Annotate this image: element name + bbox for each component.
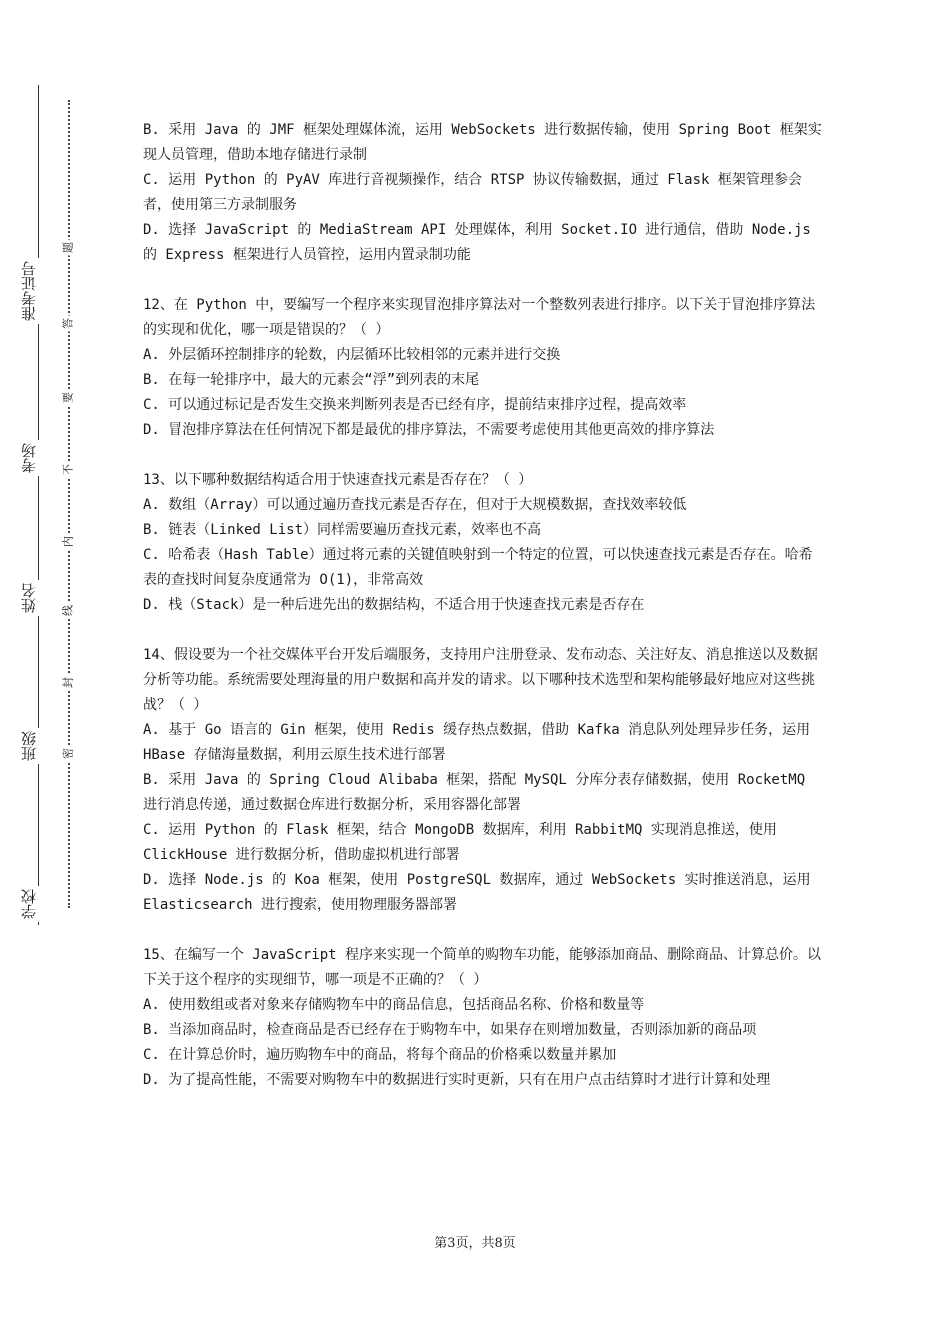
option-b: B. 当添加商品时，检查商品是否已经存在于购物车中，如果存在则增加数量，否则添加新的商品项: [143, 1022, 757, 1038]
option-a: A. 数组（Array）可以通过遍历查找元素是否存在，但对于大规模数据，查找效率较低: [143, 497, 687, 513]
option-d: D. 栈（Stack）是一种后进先出的数据结构，不适合用于快速查找元素是否存在: [143, 597, 645, 613]
option-b: B. 采用 Java 的 JMF 框架处理媒体流，运用 WebSockets 进行数据传输，使用 Spring Boot 框架实现人员管理，借助本地存储进行录制: [143, 122, 822, 163]
question-stem: 13、以下哪种数据结构适合用于快速查找元素是否存在？（ ）: [143, 472, 533, 488]
option-d: D. 为了提高性能，不需要对购物车中的数据进行实时更新，只有在用户点击结算时才进行计算和处理: [143, 1072, 771, 1088]
binding-dotted-line: [68, 100, 70, 908]
field-name-label: 姓名: [22, 580, 46, 616]
question-stem: 12、在 Python 中，要编写一个程序来实现冒泡排序算法对一个整数列表进行排序。以下关于冒泡排序算法的实现和优化，哪一项是错误的？（ ）: [143, 297, 816, 338]
option-a: A. 基于 Go 语言的 Gin 框架，使用 Redis 缓存热点数据，借助 Kafka 消息队列处理异步任务，运用 HBase 存储海量数据，利用云原生技术进行部署: [143, 722, 811, 763]
seal-char: 答: [61, 316, 76, 332]
seal-char: 线: [61, 603, 76, 619]
seal-char: 要: [61, 390, 76, 406]
question-15: [143, 943, 823, 1093]
option-a: A. 外层循环控制排序的轮数，内层循环比较相邻的元素并进行交换: [143, 347, 561, 363]
seal-char: 封: [61, 675, 76, 691]
seal-char: 不: [61, 462, 76, 478]
page-content: [143, 118, 823, 1093]
seal-char: 密: [61, 746, 76, 762]
option-c: C. 哈希表（Hash Table）通过将元素的关键值映射到一个特定的位置，可以快速查找元素是否存在。哈希表的查找时间复杂度通常为 O(1)，非常高效: [143, 547, 813, 588]
seal-char: 内: [61, 534, 76, 550]
binding-solid-line: [38, 85, 39, 925]
option-d: D. 冒泡排序算法在任何情况下都是最优的排序算法，不需要考虑使用其他更高效的排序算法: [143, 422, 715, 438]
option-d: D. 选择 Node.js 的 Koa 框架，使用 PostgreSQL 数据库，通过 WebSockets 实时推送消息，运用 Elasticsearch 进行搜索，使用物理服务器部署: [143, 872, 811, 913]
previous-question-options: [143, 118, 823, 268]
seal-char: 题: [61, 240, 76, 256]
option-c: C. 运用 Python 的 PyAV 库进行音视频操作，结合 RTSP 协议传输数据，通过 Flask 框架管理参会者，使用第三方录制服务: [143, 172, 802, 213]
option-b: B. 链表（Linked List）同样需要遍历查找元素，效率也不高: [143, 522, 542, 538]
option-c: C. 可以通过标记是否发生交换来判断列表是否已经有序，提前结束排序过程，提高效率: [143, 397, 687, 413]
field-school-label: 学校: [22, 886, 46, 922]
option-b: B. 采用 Java 的 Spring Cloud Alibaba 框架，搭配 MySQL 分库分表存储数据，使用 RocketMQ 进行消息传递，通过数据仓库进行数据分析，采用容器化部署: [143, 772, 806, 813]
binding-margin: [0, 0, 120, 1344]
field-class-label: 班级: [22, 728, 46, 764]
field-exam-room-label: 考场: [22, 440, 46, 476]
field-exam-id-label: 准考证号: [22, 258, 46, 324]
option-d: D. 选择 JavaScript 的 MediaStream API 处理媒体，利用 Socket.IO 进行通信，借助 Node.js 的 Express 框架进行人员管控，运用内置录制功能: [143, 222, 811, 263]
option-c: C. 运用 Python 的 Flask 框架，结合 MongoDB 数据库，利用 RabbitMQ 实现消息推送，使用 ClickHouse 进行数据分析，借助虚拟机进行部署: [143, 822, 777, 863]
question-12: [143, 293, 823, 443]
page-number-footer: 第3页，共8页: [434, 1236, 516, 1251]
question-stem: 15、在编写一个 JavaScript 程序来实现一个简单的购物车功能，能够添加商品、删除商品、计算总价。以下关于这个程序的实现细节，哪一项是不正确的？（ ）: [143, 947, 821, 988]
option-c: C. 在计算总价时，遍历购物车中的商品，将每个商品的价格乘以数量并累加: [143, 1047, 617, 1063]
question-stem: 14、假设要为一个社交媒体平台开发后端服务，支持用户注册登录、发布动态、关注好友、消息推送以及数据分析等功能。系统需要处理海量的用户数据和高并发的请求。以下哪种技术选型和架构能够最好地应对这些挑战？（ ）: [143, 647, 818, 713]
option-b: B. 在每一轮排序中，最大的元素会“浮”到列表的末尾: [143, 372, 480, 388]
option-a: A. 使用数组或者对象来存储购物车中的商品信息，包括商品名称、价格和数量等: [143, 997, 645, 1013]
question-13: [143, 468, 823, 618]
question-14: [143, 643, 823, 918]
